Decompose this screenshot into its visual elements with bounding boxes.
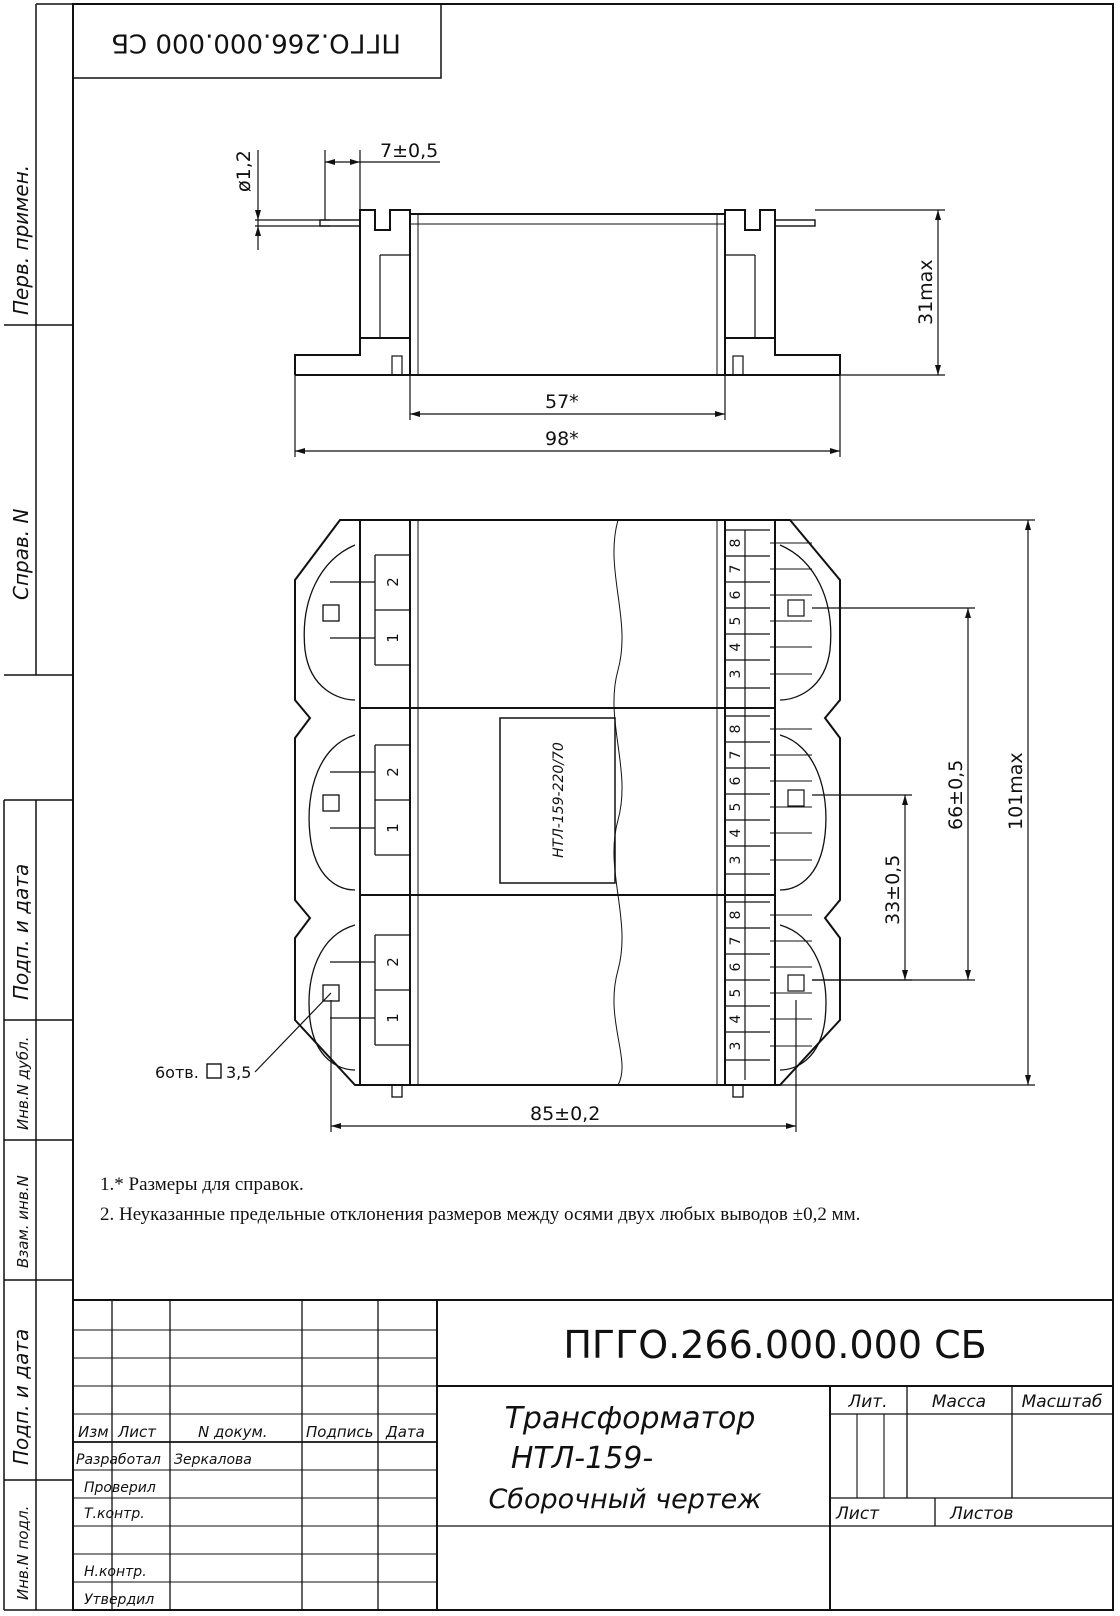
side-margin-labels (9, 165, 33, 1600)
side-view-dim-text (233, 140, 937, 450)
dim-overall-width: 98* (545, 428, 579, 450)
pin-number: 4 (728, 1014, 744, 1024)
masshtab-label: Масштаб (1021, 1392, 1103, 1412)
corner-stamp (73, 4, 441, 78)
side-view-dimensions (255, 150, 945, 457)
pin-number: 4 (728, 642, 744, 652)
role-n-kontr: Н.контр. (84, 1564, 147, 1580)
left-pin-cells (323, 555, 410, 1045)
right-cells-2 (725, 716, 770, 874)
square-hole-symbol (207, 1064, 221, 1078)
dim-pin-offset: 7±0,5 (380, 140, 439, 162)
list-label: Лист (836, 1504, 880, 1524)
pin-number: 3 (728, 855, 744, 865)
pin-number: 8 (728, 724, 744, 734)
top-view-dimensions (255, 520, 1035, 1132)
label-inv-n-dubl: Инв.N дубл. (14, 1036, 32, 1130)
role-proveril: Проверил (84, 1480, 156, 1496)
right-leads (770, 543, 812, 1046)
pin-number: 7 (728, 564, 744, 574)
pin-number: 4 (728, 828, 744, 838)
corner-stamp-text: ПГГО.266.000.000 СБ (111, 27, 401, 58)
pin-number: 3 (728, 669, 744, 679)
header-n-dokum: N докум. (198, 1423, 268, 1441)
right-cells-3 (725, 902, 770, 1060)
dim-hole-size: 3,5 (226, 1063, 252, 1082)
header-list: Лист (118, 1423, 157, 1441)
label-perv-primenen: Перв. примен. (9, 164, 33, 315)
pin-number: 8 (728, 538, 744, 548)
pin-number: 8 (728, 910, 744, 920)
pin-number: 6 (728, 776, 744, 786)
header-data: Дата (386, 1423, 425, 1441)
dim-holes: 6отв. (155, 1063, 199, 1082)
notes (100, 1170, 860, 1230)
role-utverdil: Утвердил (84, 1592, 155, 1608)
pin-number: 2 (384, 767, 402, 777)
pin-number: 1 (384, 633, 402, 643)
dim-pin-span: 85±0,2 (530, 1103, 601, 1125)
dim-height-max: 31max (915, 259, 937, 325)
pin-number: 7 (728, 750, 744, 760)
label-podp-data-2: Подп. и дата (9, 1328, 33, 1465)
top-view (295, 520, 840, 1097)
listov-label: Листов (950, 1504, 1014, 1524)
lit-label: Лит. (848, 1392, 888, 1412)
header-izm: Изм (78, 1423, 109, 1441)
label-sprav-n: Справ. N (9, 508, 33, 600)
pin-number: 1 (384, 1013, 402, 1023)
pin-number: 7 (728, 936, 744, 946)
pin-number: 5 (728, 802, 744, 812)
pin-number: 6 (728, 962, 744, 972)
designation: ПГГО.266.000.000 СБ (563, 1323, 987, 1367)
pin-number: 2 (384, 577, 402, 587)
dim-pin-diameter: ø1,2 (233, 150, 255, 192)
side-view-arrows (255, 159, 941, 454)
product-name-line1: Трансформатор (504, 1401, 756, 1436)
pin-number: 2 (384, 957, 402, 967)
title-block-text (76, 1323, 1102, 1608)
right-cells-1 (725, 530, 770, 688)
label-inv-n-podl: Инв.N подл. (14, 1505, 32, 1600)
core-label: НТЛ-159-220/70 (551, 742, 567, 858)
top-view-arrows (331, 520, 1031, 1129)
product-name-line3: Сборочный чертеж (488, 1484, 762, 1515)
pin-number: 5 (728, 988, 744, 998)
label-podp-data-1: Подп. и дата (9, 863, 33, 1000)
pin-number: 3 (728, 1041, 744, 1051)
side-view (295, 210, 840, 375)
massa-label: Масса (931, 1392, 987, 1412)
pin-number: 5 (728, 616, 744, 626)
core-label-box (500, 718, 615, 883)
dim-overall-length: 101max (1005, 752, 1027, 830)
pin-number: 1 (384, 823, 402, 833)
dim-pitch-66: 66±0,5 (945, 759, 967, 830)
label-vzam-inv-n: Взам. инв.N (14, 1175, 32, 1268)
note-2: 2. Неуказанные предельные отклонения размеров между осями двух любых выводов ±0,2 мм. (100, 1204, 861, 1225)
role-razrabotal: Разработал (76, 1452, 161, 1468)
top-view-dim-text (155, 752, 1027, 1125)
product-name-line2: НТЛ-159- (510, 1441, 654, 1476)
developer-name: Зеркалова (174, 1452, 252, 1468)
header-podpis: Подпись (306, 1423, 374, 1441)
note-1: 1.* Размеры для справок. (100, 1174, 304, 1195)
role-t-kontr: Т.контр. (84, 1506, 145, 1522)
dim-pitch-33: 33±0,5 (882, 854, 904, 925)
pin-number: 6 (728, 590, 744, 600)
dim-core-width: 57* (545, 391, 579, 413)
